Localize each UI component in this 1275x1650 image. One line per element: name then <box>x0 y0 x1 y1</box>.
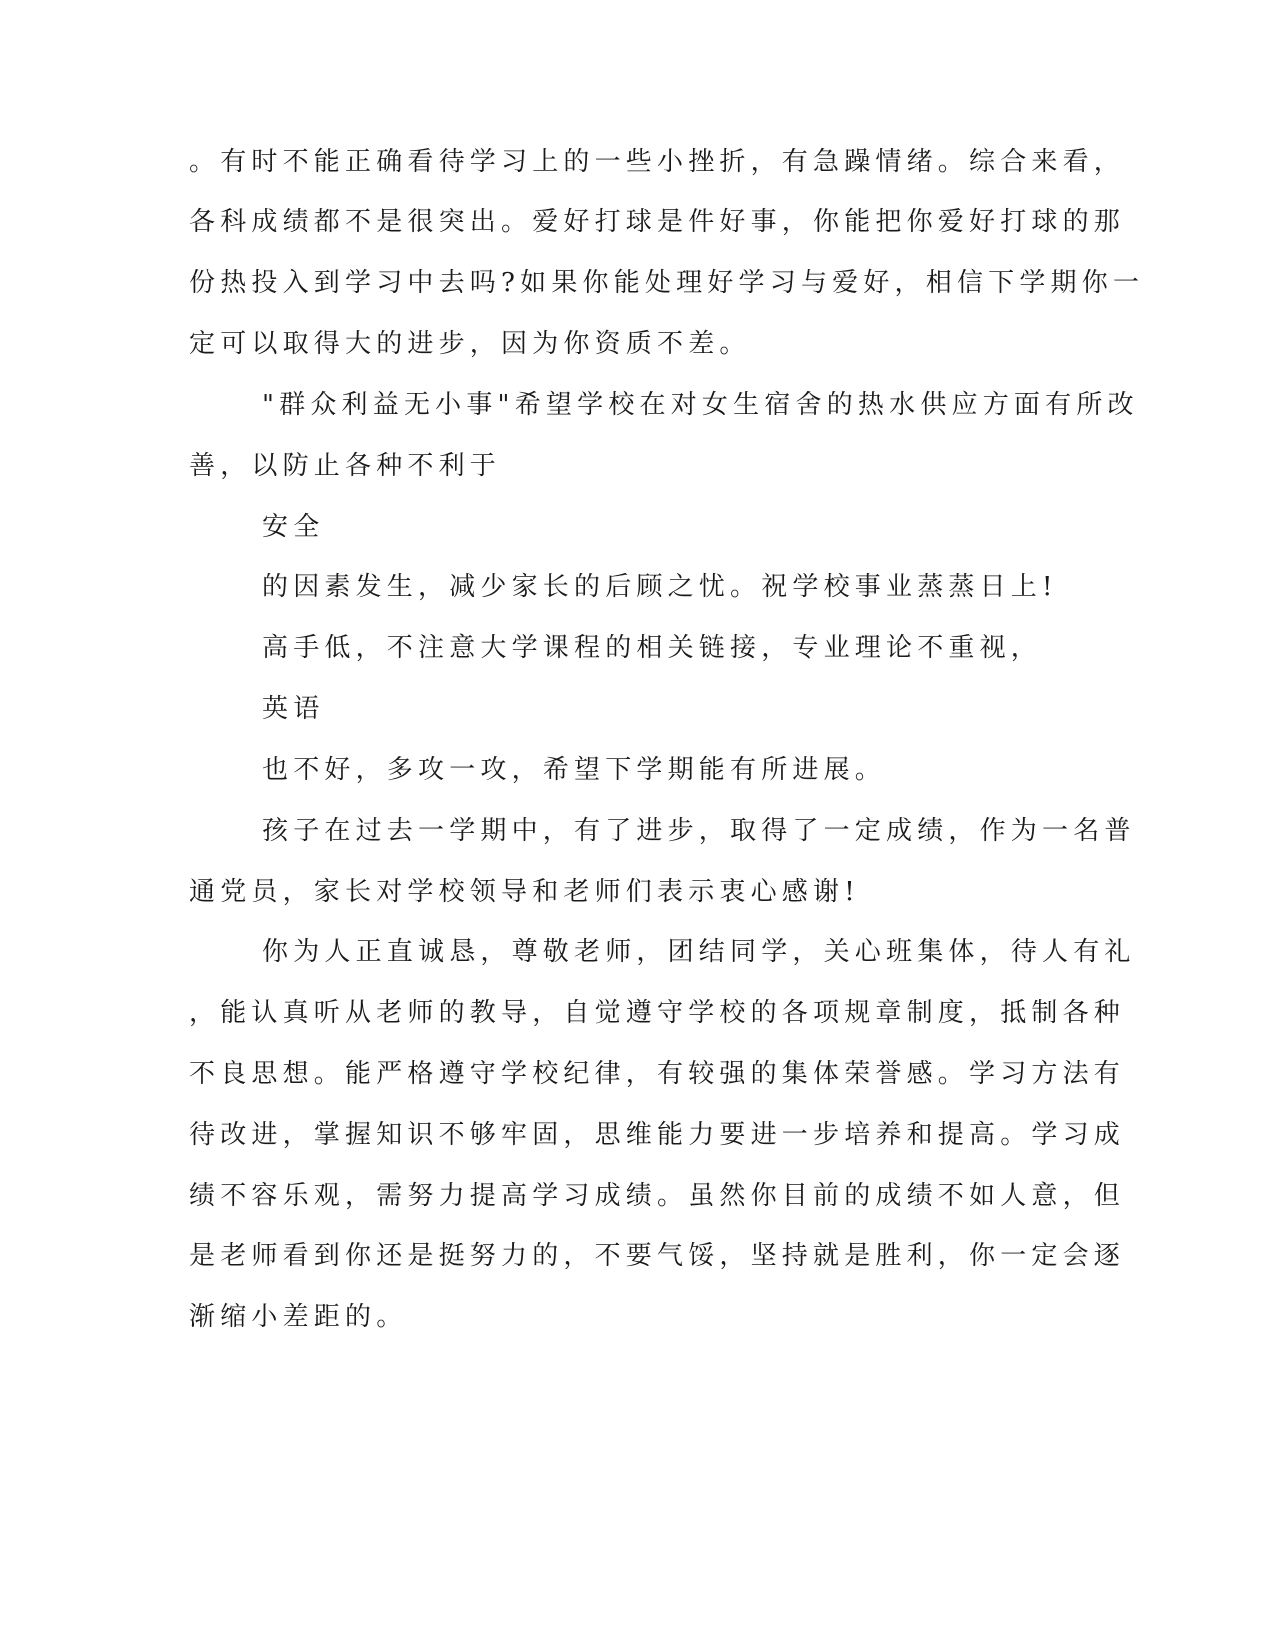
text-line: 善，以防止各种不利于 <box>189 451 502 481</box>
text-line: 各科成绩都不是很突出。爱好打球是件好事，你能把你爱好打球的那 <box>189 207 1126 237</box>
text-line: 也不好，多攻一攻，希望下学期能有所进展。 <box>262 755 887 785</box>
text-line: 你为人正直诚恳，尊敬老师，团结同学，关心班集体，待人有礼 <box>262 937 1136 967</box>
text-line: 的因素发生，减少家长的后顾之忧。祝学校事业蒸蒸日上! <box>262 572 1058 602</box>
text-line: 是老师看到你还是挺努力的，不要气馁，坚持就是胜利，你一定会逐 <box>189 1241 1126 1271</box>
text-line: 绩不容乐观，需努力提高学习成绩。虽然你目前的成绩不如人意，但 <box>189 1181 1126 1211</box>
text-line: 待改进，掌握知识不够牢固，思维能力要进一步培养和提高。学习成 <box>189 1120 1126 1150</box>
text-line: 份热投入到学习中去吗?如果你能处理好学习与爱好，相信下学期你一 <box>189 268 1145 298</box>
text-line: "群众利益无小事"希望学校在对女生宿舍的热水供应方面有所改 <box>262 390 1139 420</box>
text-line: 不良思想。能严格遵守学校纪律，有较强的集体荣誉感。学习方法有 <box>189 1059 1126 1089</box>
text-line: ，能认真听从老师的教导，自觉遵守学校的各项规章制度，抵制各种 <box>189 998 1126 1028</box>
text-line: 定可以取得大的进步，因为你资质不差。 <box>189 329 751 359</box>
text-line: 高手低，不注意大学课程的相关链接，专业理论不重视， <box>262 633 1043 663</box>
text-line: 通党员，家长对学校领导和老师们表示衷心感谢! <box>189 877 860 907</box>
text-line: 渐缩小差距的。 <box>189 1302 408 1332</box>
text-line: 安全 <box>262 512 325 542</box>
text-line: 。有时不能正确看待学习上的一些小挫折，有急躁情绪。综合来看， <box>189 147 1126 177</box>
text-line: 英语 <box>262 694 325 724</box>
text-line: 孩子在过去一学期中，有了进步，取得了一定成绩，作为一名普 <box>262 816 1136 846</box>
